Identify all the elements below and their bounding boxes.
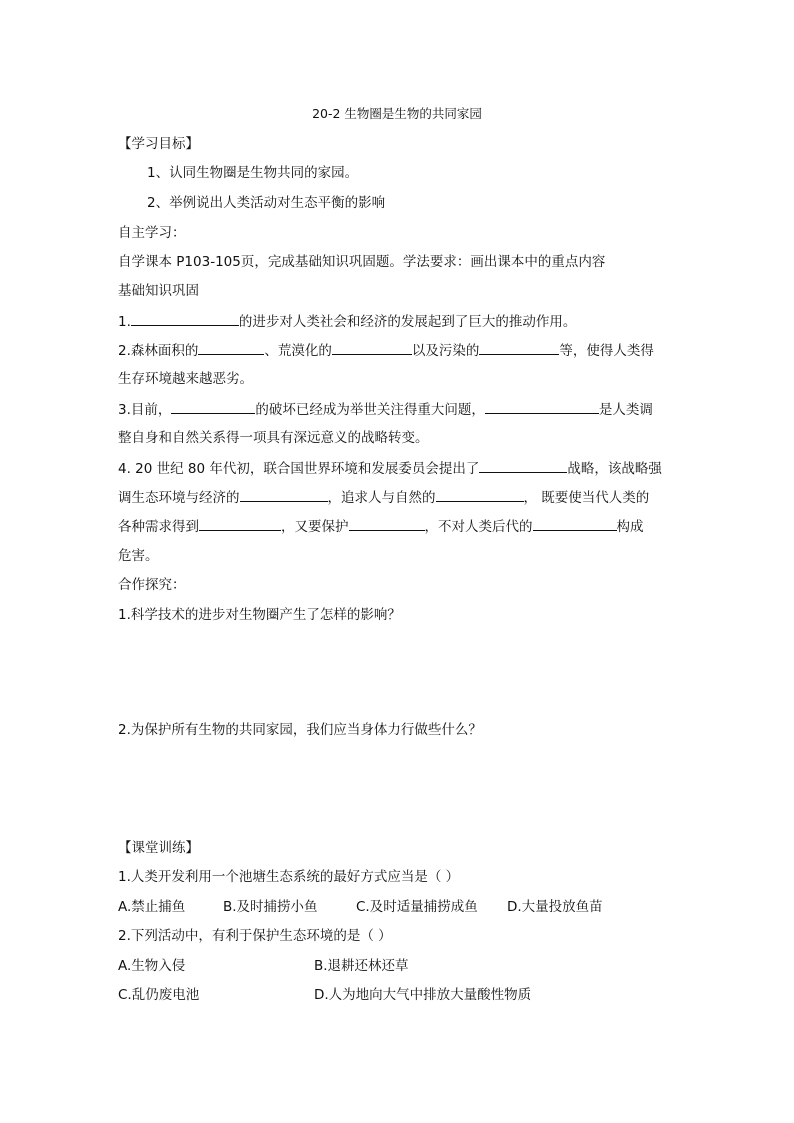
q4-text: 战略，该战略强 [567, 461, 662, 477]
fill-question-2 [118, 340, 654, 361]
mc-option[interactable]: D.人为地向大气中排放大量酸性物质 [314, 987, 532, 1003]
q3-text: 是人类调 [598, 402, 653, 418]
classroom-practice-heading: 【课堂训练】 [118, 840, 199, 856]
q3-continuation: 整自身和自然关系得一项具有深远意义的战略转变。 [118, 430, 429, 446]
mc-option[interactable]: B.及时捕捞小鱼 [223, 899, 318, 915]
answer-blank[interactable] [171, 399, 255, 414]
q3-text: 的破坏已经成为举世关注得重大问题， [255, 402, 485, 418]
q4-continuation: 危害。 [118, 548, 159, 564]
fill-question-4 [118, 458, 662, 479]
self-study-instruction: 自学课本 P103-105页，完成基础知识巩固题。学法要求：画出课本中的重点内容 [118, 254, 606, 270]
q4-line-2 [118, 487, 649, 508]
mc-option[interactable]: D.大量投放鱼苗 [507, 899, 603, 915]
q4-text: ，不对人类后代的 [424, 519, 533, 535]
q4-text: ，又要保护 [281, 519, 349, 535]
self-study-heading: 自主学习： [118, 225, 186, 241]
page-title: 20-2 生物圈是生物的共同家园 [312, 106, 482, 121]
mc-option[interactable]: A.生物入侵 [118, 958, 186, 974]
q1-text: 的进步对人类社会和经济的发展起到了巨大的推动作用。 [238, 314, 577, 330]
q4-text: 调生态环境与经济的 [118, 490, 240, 506]
q2-text: 、荒漠化的 [264, 343, 332, 359]
answer-blank[interactable] [199, 516, 281, 531]
q3-text: 3.目前， [118, 402, 172, 418]
q4-text: 4. 20 世纪 80 年代初，联合国世界环境和发展委员会提出了 [118, 461, 480, 477]
fill-question-3 [118, 399, 653, 420]
answer-blank[interactable] [533, 516, 617, 531]
learning-goals-heading: 【学习目标】 [118, 136, 199, 152]
inquiry-question-2: 2.为保护所有生物的共同家园，我们应当身体力行做些什么？ [118, 722, 482, 738]
q2-text: 以及污染的 [411, 343, 480, 359]
mc-option[interactable]: C.乱仍废电池 [118, 987, 200, 1003]
q2-text: 等，使得人类得 [559, 343, 654, 359]
fill-question-1 [118, 311, 576, 332]
answer-blank[interactable] [198, 340, 264, 355]
q4-text: 各种需求得到 [118, 519, 199, 535]
inquiry-question-1: 1.科学技术的进步对生物圈产生了怎样的影响？ [118, 607, 401, 623]
q2-continuation: 生存环境越来越恶劣。 [118, 371, 253, 387]
answer-blank[interactable] [436, 487, 524, 502]
mc-question-2: 2.下列活动中，有利于保护生态环境的是（ ） [118, 928, 392, 944]
answer-blank[interactable] [332, 340, 412, 355]
answer-blank[interactable] [485, 399, 599, 414]
answer-blank[interactable] [349, 516, 425, 531]
q2-text: 2.森林面积的 [118, 343, 199, 359]
mc-question-1: 1.人类开发利用一个池塘生态系统的最好方式应当是（ ） [118, 869, 460, 885]
q4-text: ， 既要使当代人类的 [523, 490, 650, 506]
goal-item: 2、举例说出人类活动对生态平衡的影响 [147, 195, 386, 211]
cooperative-inquiry-heading: 合作探究： [118, 577, 186, 593]
answer-blank[interactable] [479, 458, 567, 473]
q4-line-3 [118, 516, 644, 537]
q1-text: 1. [118, 314, 131, 330]
answer-blank[interactable] [479, 340, 559, 355]
goal-item: 1、认同生物圈是生物共同的家园。 [147, 165, 359, 181]
basic-knowledge-heading: 基础知识巩固 [118, 283, 199, 299]
answer-blank[interactable] [240, 487, 328, 502]
mc-option[interactable]: C.及时适量捕捞成鱼 [356, 899, 478, 915]
mc-option[interactable]: A.禁止捕鱼 [118, 899, 186, 915]
mc-option[interactable]: B.退耕还林还草 [314, 958, 409, 974]
q4-text: 构成 [616, 519, 644, 535]
q4-text: ，追求人与自然的 [327, 490, 436, 506]
answer-blank[interactable] [131, 311, 239, 326]
